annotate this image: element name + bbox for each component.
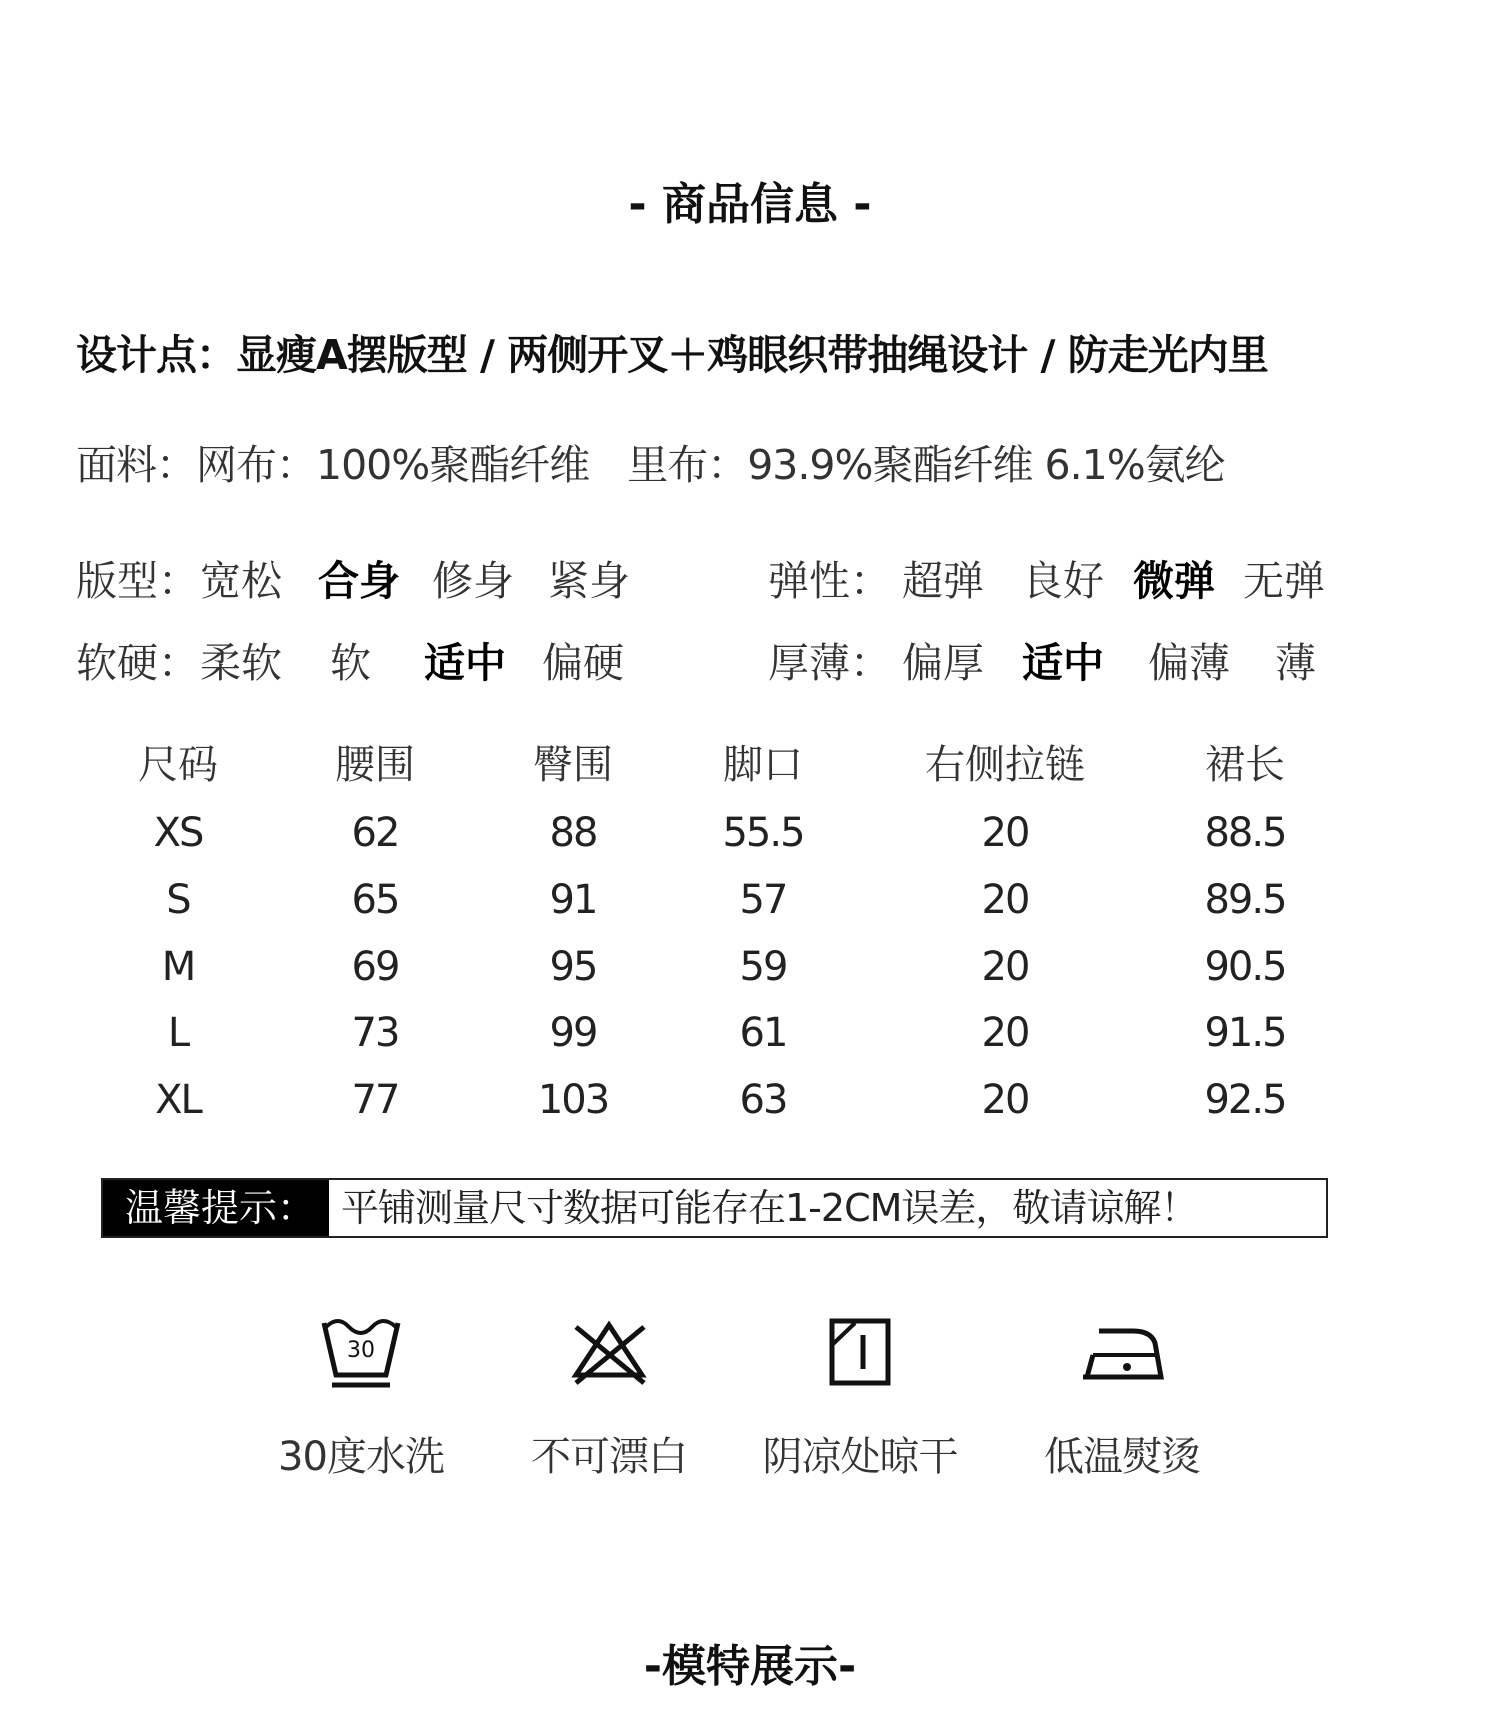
table-cell: 95 xyxy=(549,944,597,990)
care-label: 30度水洗 xyxy=(278,1434,444,1480)
table-cell: 88.5 xyxy=(1204,810,1286,856)
attr-option: 良好 xyxy=(1022,557,1104,605)
attr-label: 软硬： xyxy=(76,639,199,687)
attr-option: 软 xyxy=(330,639,371,687)
no-bleach-icon xyxy=(564,1313,654,1393)
table-cell: 57 xyxy=(739,877,787,923)
attr-option: 无弹 xyxy=(1243,557,1325,605)
attr-option: 偏硬 xyxy=(542,639,624,687)
attr-label: 版型： xyxy=(76,557,199,605)
attr-option: 柔软 xyxy=(200,639,282,687)
wash-30-icon xyxy=(316,1313,406,1393)
table-cell: 20 xyxy=(981,877,1029,923)
notice-box xyxy=(101,1178,1328,1238)
dry-in-shade-icon xyxy=(815,1313,905,1393)
attr-option: 微弹 xyxy=(1133,557,1215,605)
table-cell: 62 xyxy=(351,810,399,856)
fabric-outer: 网布：100%聚酯纤维 xyxy=(196,441,590,489)
size-label: XL xyxy=(155,1077,201,1123)
table-header: 脚口 xyxy=(723,742,803,788)
table-cell: 103 xyxy=(537,1077,609,1123)
table-cell: 73 xyxy=(351,1010,399,1056)
table-header: 臀围 xyxy=(533,742,613,788)
table-cell: 61 xyxy=(739,1010,787,1056)
notice-label: 温馨提示： xyxy=(103,1180,329,1236)
attr-softness xyxy=(76,630,624,689)
fabric-info xyxy=(76,432,1225,491)
care-label: 阴凉处晾干 xyxy=(762,1434,958,1480)
size-label: L xyxy=(167,1010,189,1056)
size-label: M xyxy=(161,944,195,990)
table-cell: 63 xyxy=(739,1077,787,1123)
section-title: - 商品信息 - xyxy=(628,179,872,230)
low-iron-icon xyxy=(1077,1313,1167,1393)
care-label: 低温熨烫 xyxy=(1044,1434,1200,1480)
size-label: XS xyxy=(153,810,203,856)
attr-option: 适中 xyxy=(1022,639,1104,687)
svg-text:30: 30 xyxy=(347,1338,375,1363)
attr-option: 适中 xyxy=(424,639,506,687)
table-cell: 89.5 xyxy=(1204,877,1286,923)
design-points: 设计点：显瘦A摆版型 / 两侧开叉＋鸡眼织带抽绳设计 / 防走光内里 xyxy=(76,331,1268,379)
table-cell: 77 xyxy=(351,1077,399,1123)
table-cell: 88 xyxy=(549,810,597,856)
table-cell: 90.5 xyxy=(1204,944,1286,990)
table-header: 腰围 xyxy=(335,742,415,788)
fabric-lining: 里布：93.9%聚酯纤维 6.1%氨纶 xyxy=(627,441,1225,489)
table-cell: 59 xyxy=(739,944,787,990)
notice-text: 平铺测量尺寸数据可能存在1-2CM误差，敬请谅解！ xyxy=(341,1186,1198,1230)
table-cell: 92.5 xyxy=(1204,1077,1286,1123)
attr-label: 弹性： xyxy=(768,557,891,605)
attr-option: 合身 xyxy=(318,557,400,605)
attr-option: 薄 xyxy=(1275,639,1316,687)
table-header: 裙长 xyxy=(1205,742,1285,788)
attr-option: 偏厚 xyxy=(902,639,984,687)
table-cell: 20 xyxy=(981,944,1029,990)
table-header: 尺码 xyxy=(138,742,218,788)
attr-option: 偏薄 xyxy=(1148,639,1230,687)
attr-thickness xyxy=(768,630,1316,689)
care-label: 不可漂白 xyxy=(531,1434,687,1480)
table-cell: 91 xyxy=(549,877,597,923)
table-cell: 91.5 xyxy=(1204,1010,1286,1056)
attr-elasticity xyxy=(768,548,1325,607)
table-header: 右侧拉链 xyxy=(925,742,1085,788)
attr-fit xyxy=(76,548,630,607)
size-label: S xyxy=(166,877,190,923)
table-cell: 65 xyxy=(351,877,399,923)
table-cell: 20 xyxy=(981,1010,1029,1056)
attr-option: 紧身 xyxy=(548,557,630,605)
table-cell: 55.5 xyxy=(722,810,804,856)
table-cell: 69 xyxy=(351,944,399,990)
attr-option: 超弹 xyxy=(902,557,984,605)
attr-option: 宽松 xyxy=(200,557,282,605)
table-cell: 20 xyxy=(981,1077,1029,1123)
attr-option: 修身 xyxy=(432,557,514,605)
fabric-label: 面料： xyxy=(76,441,196,489)
table-cell: 99 xyxy=(549,1010,597,1056)
attr-label: 厚薄： xyxy=(768,639,891,687)
footer-title: -模特展示- xyxy=(643,1641,857,1692)
table-cell: 20 xyxy=(981,810,1029,856)
